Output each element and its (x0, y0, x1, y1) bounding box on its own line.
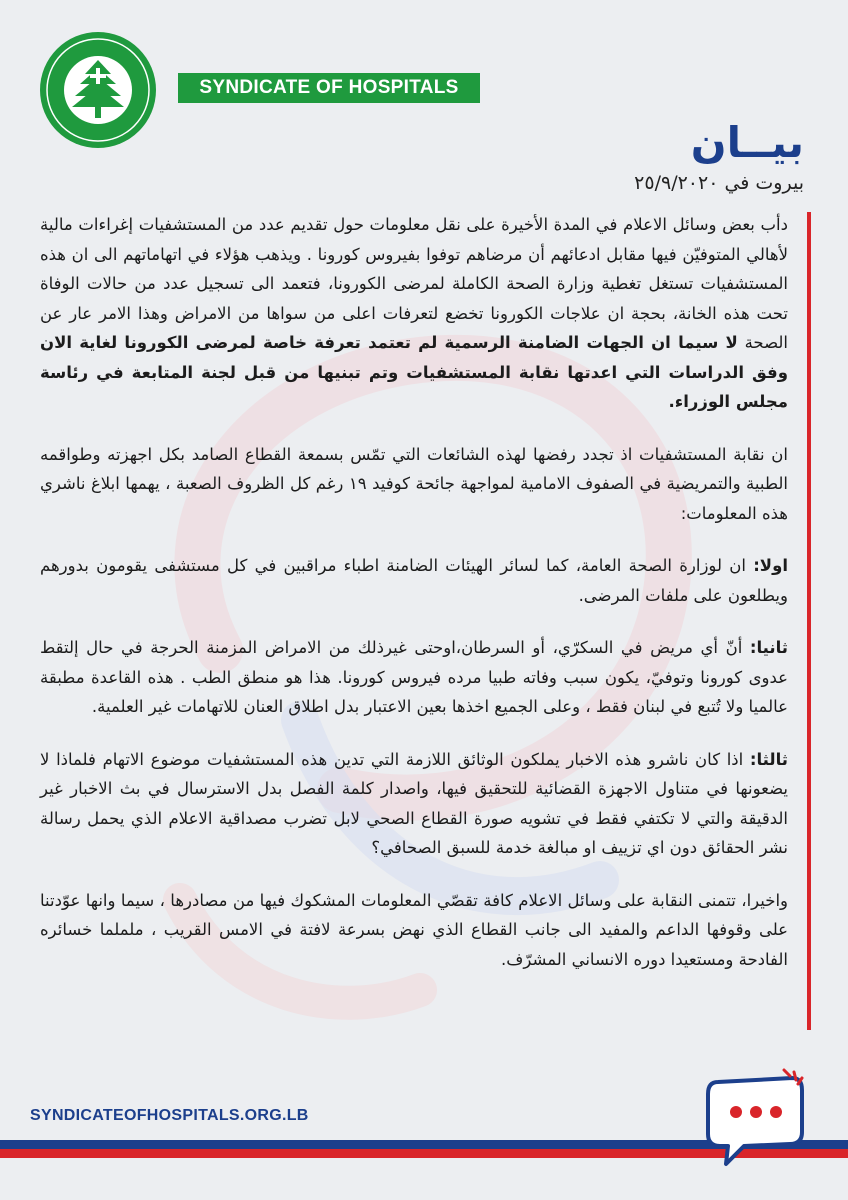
page-title: بيــان (690, 118, 804, 167)
paragraph-text: دأب بعض وسائل الاعلام في المدة الأخيرة على نقل معلومات حول تقديم عدد من المستشفيات إغراءات مالية لأهالي المتوفيّن فيها مقابل ادعائهم أن مرضاهم توفوا بفيروس كورونا . ويذهب هؤلاء في اتهاماتهم الى ان هذه المستشفيات تستغل تغطية وزارة الصحة الكاملة لمرضى الكورونا، فتعمد الى تسجيل عدد من حالات الوفاة تحت هذه الخانة، بحجة ان علاجات الكورونا تخضع لتعرفات اعلى من سواها من الامراض وهذا الامر عار عن الصحة (40, 215, 788, 352)
paragraph-first-point (40, 551, 788, 610)
accent-bar (807, 212, 811, 1030)
website-link[interactable]: SYNDICATEOFHOSPITALS.ORG.LB (30, 1107, 309, 1124)
point-label: اولا: (753, 556, 788, 575)
paragraph-text: اذا كان ناشرو هذه الاخبار يملكون الوثائق اللازمة التي تدين هذه المستشفيات موضوع الاتهام فلماذا لا يضعونها في متناول الاجهزة القضائية للتحقيق فيها، واصدار كلمة الفصل بدل الاسترسال في بث الاخبار غير الدقيقة والتي لا تكتفي فقط في تشويه صورة القطاع الصحي لابل تضرب مصداقية الاعلام الذي يحمل رسالة نشر الحقائق دون اي تزييف او مبالغة خدمة للسبق الصحافي؟ (40, 749, 788, 857)
point-label: ثالثا: (749, 749, 788, 769)
paragraph-text: ان نقابة المستشفيات اذ تجدد رفضها لهذه الشائعات التي تمّس بسمعة القطاع الصامد بكل اجهزته وطواقمه الطبية والتمريضية في الصفوف الامامية لمواجهة جائحة كوفيد ١٩ رغم كل الظروف الصعبة ، يهمها ابلاغ ناشري هذه المعلومات: (40, 444, 788, 523)
organization-name-badge: SYNDICATE OF HOSPITALS (178, 73, 480, 103)
paragraph-syndicate-position (40, 440, 788, 529)
paragraph-third-point (40, 745, 788, 863)
paragraph-closing (40, 886, 788, 975)
paragraph-text: واخيرا، تتمنى النقابة على وسائل الاعلام كافة تقصّي المعلومات المشكوك فيها من مصادرها ، سيما وانها عوّدتنا على وقوفها الداعم والمفيد الى جانب القطاع الذي نهض بسرعة لافتة في الامس القريب ، ململما خسائره الفادحة ومستعيدا دوره الانساني المشرّف. (40, 890, 788, 969)
paragraph-second-point (40, 633, 788, 722)
paragraph-text: ان لوزارة الصحة العامة، كما لسائر الهيئات الضامنة اطباء مراقبين في كل مستشفى يقومون بدورهم ويطلعون على ملفات المرضى. (40, 556, 788, 605)
chat-bubble-icon (698, 1068, 810, 1170)
paragraph-intro (40, 210, 788, 417)
point-label: ثانيا: (749, 638, 788, 657)
paragraph-bold-text: لا سيما ان الجهات الضامنة الرسمية لم تعتمد تعرفة خاصة لمرضى الكورونا لغاية الان وفق الدراسات التي اعدتها نقابة المستشفيات وتم تبنيها من قبل لجنة المتابعة في رئاسة مجلس الوزراء. (40, 333, 788, 411)
statement-body (40, 210, 788, 997)
paragraph-text: أنّ أي مريض في السكرّي، أو السرطان،اوحتى غيرذلك من الامراض المزمنة الحرجة في حال إلتقط عدوى كورونا وتوفيّ، يكون سبب وفاته طبيا مرده فيروس كورونا. هذا هو منطق الطب . هذه القاعدة مطبقة عالميا ولا تُتبع في لبنان فقط ، وعلى الجميع اخذها بعين الاعتبار بدل اطلاق العنان للاتهامات غير العلمية. (40, 638, 788, 716)
dateline: بيروت في ٢٥/٩/٢٠٢٠ (634, 172, 804, 194)
cedar-logo-icon (38, 30, 158, 150)
